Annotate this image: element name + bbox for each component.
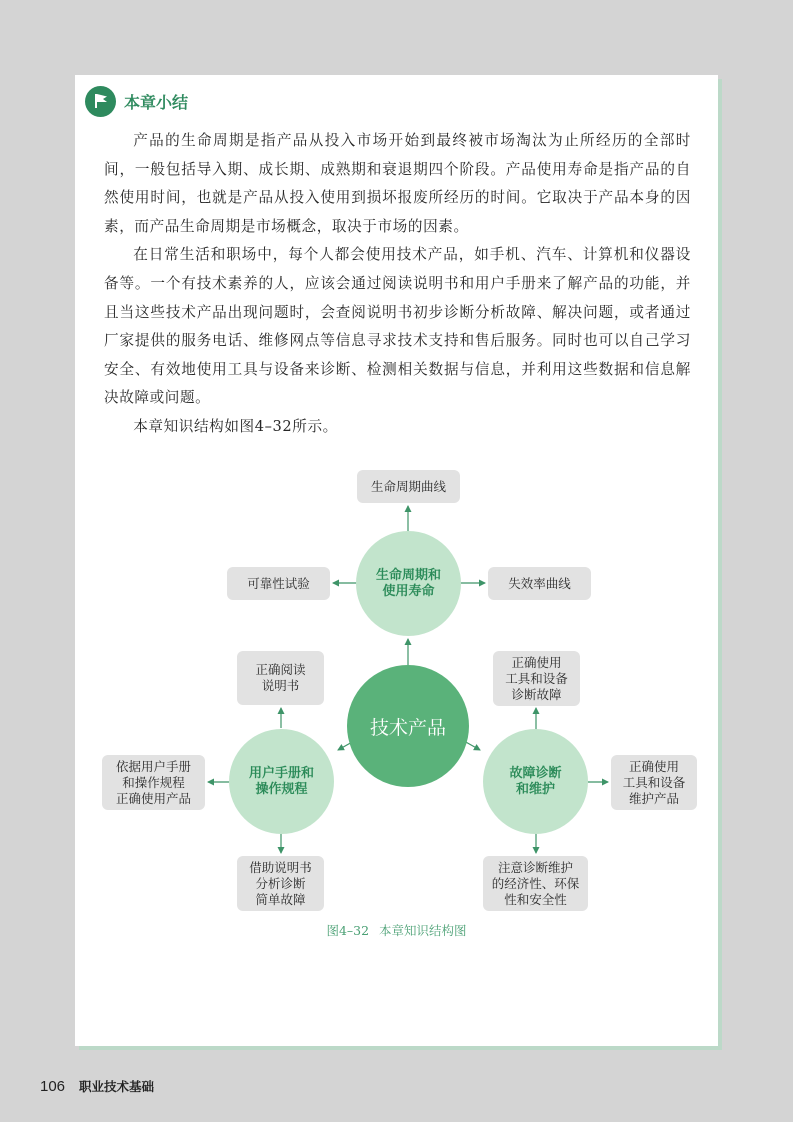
diagnose-with-tools-box: 正确使用 工具和设备 诊断故障 [493, 651, 580, 706]
maintain-with-tools-box: 正确使用 工具和设备 维护产品 [611, 755, 697, 810]
lifecycle-node: 生命周期和 使用寿命 [356, 531, 461, 636]
reliability-test-box: 可靠性试验 [227, 567, 330, 600]
user-manual-node: 用户手册和 操作规程 [229, 729, 334, 834]
book-title: 职业技术基础 [79, 1079, 155, 1094]
page-number: 106 [40, 1078, 66, 1095]
use-per-manual-box: 依据用户手册 和操作规程 正确使用产品 [102, 755, 205, 810]
fault-diagnosis-node: 故障诊断 和维护 [483, 729, 588, 834]
paragraph: 产品的生命周期是指产品从投入市场开始到最终被市场淘汰为止所经历的全部时间，一般包括导入期、成长期、成熟期和衰退期四个阶段。产品使用寿命是指产品的自然使用时间，也就是产品从投入使用到损坏报废所经历的时间。它取决于产品本身的因素，而产品生命周期是市场概念，取决于市场的因素。 [104, 132, 691, 235]
failure-rate-curve-box: 失效率曲线 [488, 567, 591, 600]
page [75, 75, 718, 1046]
read-manual-box: 正确阅读 说明书 [237, 651, 324, 705]
center-node: 技术产品 [347, 665, 469, 787]
lifecycle-curve-box: 生命周期曲线 [357, 470, 460, 503]
page-footer [40, 1077, 154, 1095]
paragraph: 本章知识结构如图4–32所示。 [133, 417, 338, 435]
diagnose-simple-fault-box: 借助说明书 分析诊断 简单故障 [237, 856, 324, 911]
section-title: 本章小结 [124, 92, 189, 112]
paragraph: 在日常生活和职场中，每个人都会使用技术产品，如手机、汽车、计算机和仪器设备等。一个有技术素养的人，应该会通过阅读说明书和用户手册来了解产品的功能，并且当这些技术产品出现问题时，会查阅说明书初步诊断分析故障、解决问题，或者通过厂家提供的服务电话、维修网点等信息寻求技术支持和售后服务。同时也可以自己学习安全、有效地使用工具与设备来诊断、检测相关数据与信息，并利用这些数据和信息解决故障或问题。 [104, 246, 691, 407]
knowledge-structure-diagram [75, 75, 718, 1046]
caption-number: 图4–32 [326, 923, 370, 938]
figure-caption [75, 921, 718, 939]
economy-safety-box: 注意诊断维护 的经济性、环保 性和安全性 [483, 856, 588, 911]
caption-text: 本章知识结构图 [379, 923, 467, 938]
